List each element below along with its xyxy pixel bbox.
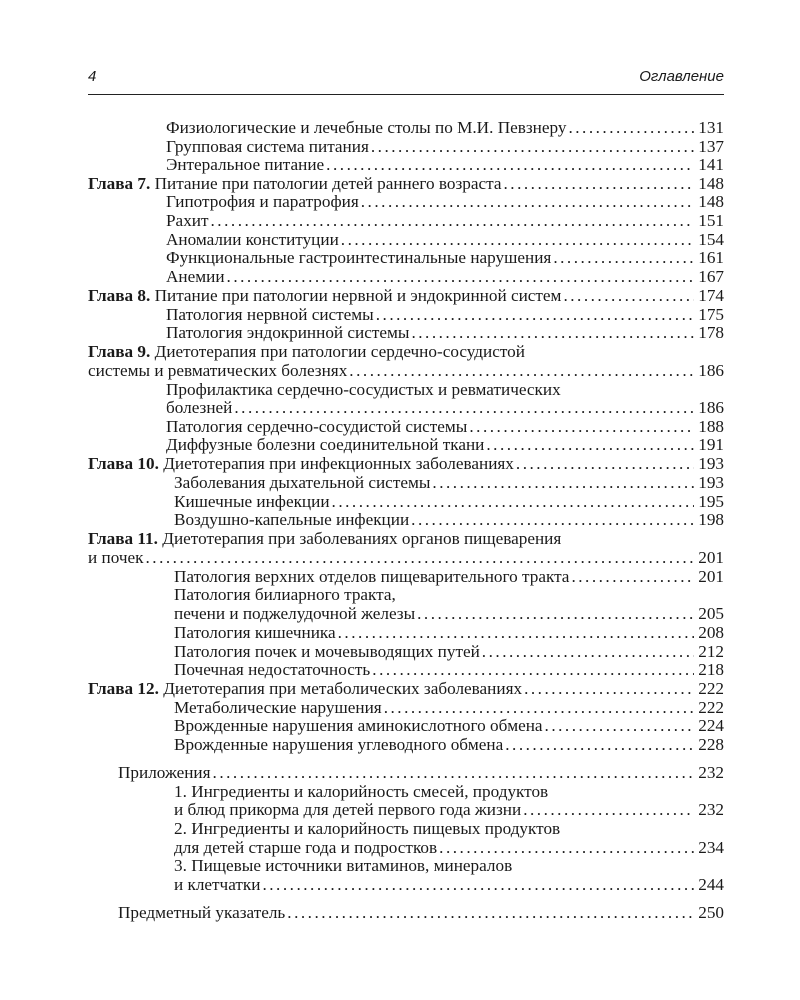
dot-leader xyxy=(145,547,694,568)
toc-entry[interactable] xyxy=(88,678,724,699)
entry-title: 3. Пищевые источники витаминов, минералов xyxy=(174,856,513,875)
entry-title: Патология эндокринной системы xyxy=(166,323,410,342)
page-ref: 224 xyxy=(698,716,724,735)
dot-leader xyxy=(326,154,694,175)
entry-title: Воздушно-капельные инфекции xyxy=(174,510,410,529)
toc-entry[interactable] xyxy=(174,622,724,643)
dot-leader xyxy=(568,117,694,138)
dot-leader xyxy=(211,210,695,231)
toc-entry[interactable] xyxy=(166,397,724,418)
entry-title: Групповая система питания xyxy=(166,137,369,156)
toc-entry[interactable] xyxy=(174,584,724,605)
page-ref: 232 xyxy=(698,763,724,782)
entry-title: и клетчатки xyxy=(174,875,261,894)
entry-title: Аномалии конституции xyxy=(166,230,339,249)
chapter-label: Глава 9. xyxy=(88,342,151,361)
entry-title: Физиологические и лечебные столы по М.И. Певзнеру xyxy=(166,118,567,137)
page-ref: 193 xyxy=(698,454,724,473)
dot-leader xyxy=(417,603,694,624)
page-ref: 191 xyxy=(698,435,724,454)
toc-entry[interactable] xyxy=(166,210,724,231)
toc-entry[interactable] xyxy=(174,659,724,680)
page-ref: 148 xyxy=(698,192,724,211)
dot-leader xyxy=(361,191,694,212)
page-ref: 222 xyxy=(698,698,724,717)
toc-entry[interactable] xyxy=(88,528,724,549)
entry-title: Питание при патологии детей раннего возраста xyxy=(154,174,502,193)
chapter-label: Глава 10. xyxy=(88,454,159,473)
dot-leader xyxy=(372,659,694,680)
toc-entry[interactable] xyxy=(166,154,724,175)
dot-leader xyxy=(524,678,694,699)
dot-leader xyxy=(411,509,694,530)
dot-leader xyxy=(432,472,694,493)
page-ref: 188 xyxy=(698,417,724,436)
toc-entry[interactable] xyxy=(118,762,724,783)
page-ref: 141 xyxy=(698,155,724,174)
dot-leader xyxy=(523,799,694,820)
entry-title: болезней xyxy=(166,398,233,417)
entry-title: Заболевания дыхательной системы xyxy=(174,473,431,492)
entry-title: Приложения xyxy=(118,763,211,782)
toc-entry[interactable] xyxy=(118,902,724,923)
page-ref: 222 xyxy=(698,679,724,698)
entry-title: Энтеральное питание xyxy=(166,155,325,174)
dot-leader xyxy=(516,453,694,474)
chapter-label: Глава 7. xyxy=(88,174,151,193)
toc-entry[interactable] xyxy=(174,874,724,895)
toc-entry[interactable] xyxy=(174,818,724,839)
toc-entry[interactable] xyxy=(166,434,724,455)
toc-entry[interactable] xyxy=(88,453,724,474)
entry-title: для детей старше года и подростков xyxy=(174,838,438,857)
entry-title: системы и ревматических болезнях xyxy=(88,361,348,380)
entry-title: Кишечные инфекции xyxy=(174,492,330,511)
page-ref: 205 xyxy=(698,604,724,623)
page-ref: 161 xyxy=(698,248,724,267)
page-ref: 151 xyxy=(698,211,724,230)
page-ref: 218 xyxy=(698,660,724,679)
entry-title: Диффузные болезни соединительной ткани xyxy=(166,435,485,454)
toc-entry[interactable] xyxy=(166,266,724,287)
chapter-label: Глава 11. xyxy=(88,529,158,548)
dot-leader xyxy=(563,285,694,306)
page-ref: 186 xyxy=(698,361,724,380)
entry-title: Врожденные нарушения аминокислотного обмена xyxy=(174,716,543,735)
entry-title: Патология кишечника xyxy=(174,623,336,642)
toc-entry[interactable] xyxy=(88,547,724,568)
dot-leader xyxy=(553,247,694,268)
entry-title: Патология сердечно-сосудистой системы xyxy=(166,417,468,436)
entry-title: Рахит xyxy=(166,211,209,230)
toc-entry[interactable] xyxy=(166,247,724,268)
toc-entry[interactable] xyxy=(174,472,724,493)
entry-title: Метаболические нарушения xyxy=(174,698,382,717)
page-ref: 244 xyxy=(698,875,724,894)
entry-title: Диетотерапия при патологии сердечно-сосудистой xyxy=(154,342,525,361)
chapter-label: Глава 12. xyxy=(88,679,159,698)
page-ref: 201 xyxy=(698,567,724,586)
page-ref: 232 xyxy=(698,800,724,819)
toc-entry[interactable] xyxy=(166,117,724,138)
toc-entry[interactable] xyxy=(174,509,724,530)
page-ref: 193 xyxy=(698,473,724,492)
page-ref: 148 xyxy=(698,174,724,193)
toc-entry[interactable] xyxy=(88,285,724,306)
dot-leader xyxy=(411,322,694,343)
page-ref: 201 xyxy=(698,548,724,567)
entry-title: Патология почек и мочевыводящих путей xyxy=(174,642,480,661)
entry-title: Предметный указатель xyxy=(118,903,286,922)
toc-entry[interactable] xyxy=(174,799,724,820)
page-ref: 131 xyxy=(698,118,724,137)
toc-entry[interactable] xyxy=(174,734,724,755)
dot-leader xyxy=(486,434,694,455)
toc-entry[interactable] xyxy=(174,603,724,624)
page-ref: 208 xyxy=(698,623,724,642)
entry-title: и почек xyxy=(88,548,144,567)
page-ref: 175 xyxy=(698,305,724,324)
entry-title: 2. Ингредиенты и калорийность пищевых продуктов xyxy=(174,819,561,838)
page-number: 4 xyxy=(88,68,97,85)
page-ref: 228 xyxy=(698,735,724,754)
dot-leader xyxy=(505,734,694,755)
entry-title: и блюд прикорма для детей первого года жизни xyxy=(174,800,522,819)
entry-title: Диетотерапия при метаболических заболеваниях xyxy=(163,679,523,698)
dot-leader xyxy=(234,397,694,418)
entry-title: Почечная недостаточность xyxy=(174,660,371,679)
dot-leader xyxy=(338,622,695,643)
page-ref: 167 xyxy=(698,267,724,286)
dot-leader xyxy=(227,266,695,287)
toc-entry[interactable] xyxy=(166,191,724,212)
entry-title: Патология билиарного тракта, xyxy=(174,585,396,604)
page-ref: 186 xyxy=(698,398,724,417)
entry-title: Диетотерапия при инфекционных заболеваниях xyxy=(163,454,514,473)
chapter-label: Глава 8. xyxy=(88,286,151,305)
dot-leader xyxy=(349,360,694,381)
page-ref: 195 xyxy=(698,492,724,511)
dot-leader xyxy=(287,902,694,923)
page-ref: 250 xyxy=(698,903,724,922)
dot-leader xyxy=(262,874,694,895)
toc-entry[interactable] xyxy=(166,322,724,343)
page-ref: 154 xyxy=(698,230,724,249)
dot-leader xyxy=(545,715,695,736)
page-ref: 178 xyxy=(698,323,724,342)
page-ref: 174 xyxy=(698,286,724,305)
entry-title: Анемии xyxy=(166,267,225,286)
page-ref: 198 xyxy=(698,510,724,529)
entry-title: Патология нервной системы xyxy=(166,305,374,324)
toc-entry[interactable] xyxy=(88,360,724,381)
entry-title: Гипотрофия и паратрофия xyxy=(166,192,359,211)
entry-title: 1. Ингредиенты и калорийность смесей, продуктов xyxy=(174,782,549,801)
page-ref: 212 xyxy=(698,642,724,661)
dot-leader xyxy=(213,762,695,783)
entry-title: Функциональные гастроинтестинальные нарушения xyxy=(166,248,552,267)
toc-entry[interactable] xyxy=(174,855,724,876)
entry-title: печени и поджелудочной железы xyxy=(174,604,416,623)
entry-title: Патология верхних отделов пищеварительного тракта xyxy=(174,567,570,586)
entry-title: Врожденные нарушения углеводного обмена xyxy=(174,735,504,754)
toc-entry[interactable] xyxy=(174,715,724,736)
entry-title: Профилактика сердечно-сосудистых и ревматических xyxy=(166,380,561,399)
toc-entry[interactable] xyxy=(88,341,724,362)
page-ref: 234 xyxy=(698,838,724,857)
entry-title: Питание при патологии нервной и эндокринной систем xyxy=(154,286,562,305)
page-ref: 137 xyxy=(698,137,724,156)
running-title: Оглавление xyxy=(639,68,724,85)
entry-title: Диетотерапия при заболеваниях органов пищеварения xyxy=(162,529,562,548)
